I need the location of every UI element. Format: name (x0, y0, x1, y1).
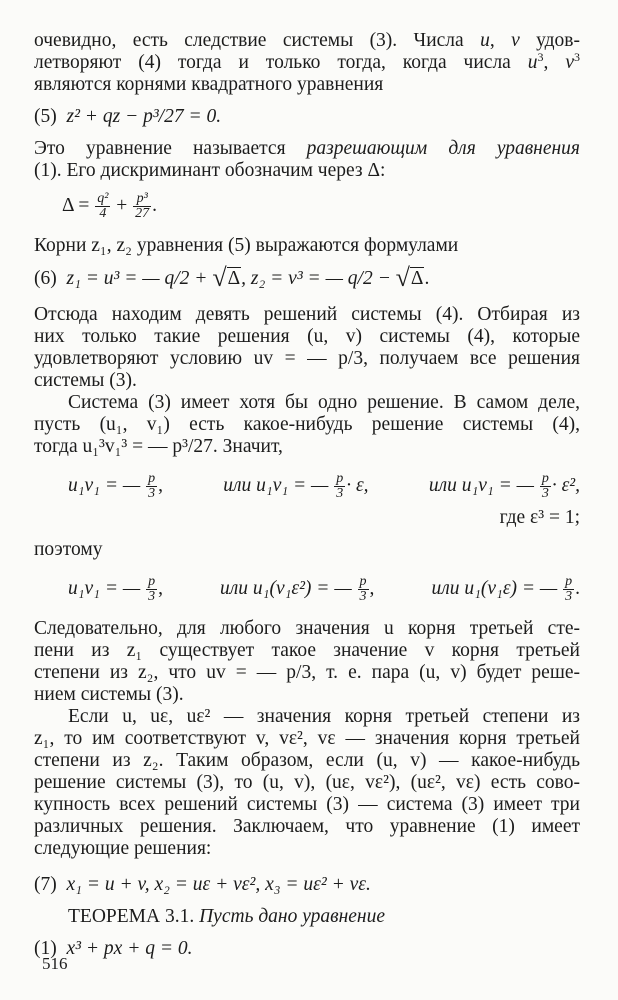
para7-line4: решение системы (3), то (u, v), (uε, vε²), (uε², vε) есть сово- (34, 772, 580, 793)
para6-line1: Следовательно, для любого значения u корня третьей сте- (34, 618, 580, 639)
square-root-1: √Δ (212, 263, 241, 292)
discriminant-equation: Δ = $\frac{\text{q²}}{4}$ + $\frac{\text{p³}}{27}$ . (62, 191, 158, 221)
para7-line1: Если u, uε, uε² — значения корня третьей степени из (68, 706, 580, 727)
equation-6: (6) z₁ = u³ = — q/2 + √Δ, z₂ = v³ = — q/2 − √Δ. (34, 263, 430, 292)
para1-line2: летворяют (4) тогда и только тогда, когда числа $u^3$, $v^3$ (34, 50, 580, 73)
para1-line3: являются корнями квадратного уравнения (34, 74, 384, 95)
para7-line2: z₁, то им соответствуют v, vε², vε — значения корня третьей (34, 728, 580, 749)
therefore-line: поэтому (34, 539, 103, 560)
para6-line3: степени из z₂, что uv = — p/3, т. е. пара (u, v) будет реше- (34, 662, 580, 683)
equation-1: (1) x³ + px + q = 0. (34, 938, 193, 959)
para4-line3: удовлетворяют условию uv = — p/3, получаем все решения (34, 348, 580, 369)
para7-line5: купность всех решений системы (3) — система (3) имеет три (34, 794, 580, 815)
theorem-heading: ТЕОРЕМА 3.1. Пусть дано уравнение (68, 906, 386, 927)
square-root-2: √Δ (395, 263, 424, 292)
para1-line1: очевидно, есть следствие системы (3). Числа u, v удов- (34, 30, 580, 51)
equation-7: (7) x₁ = u + v, x₂ = uε + vε², x₃ = uε² + vε. (34, 874, 371, 895)
equation-products-b: u₁v₁ = — $\frac{p}{3}$ , или u₁(v₁ε²) = — $\frac{p}{3}$ , или u₁(v₁ε) = — $\frac{p}{3}$ . (68, 574, 580, 604)
para5-line1: Система (3) имеет хотя бы одно решение. В самом деле, (68, 392, 580, 413)
para6-line4: нием системы (3). (34, 684, 184, 705)
para4-line2: них только такие решения (u, v) системы (4), которые (34, 326, 580, 347)
para4-line1: Отсюда находим девять решений системы (4). Отбирая из (34, 304, 580, 325)
epsilon-condition: где ε³ = 1; (499, 507, 580, 528)
page-body (34, 30, 580, 960)
para7-line3: степени из z₂. Таким образом, если (u, v) — какое-нибудь (34, 750, 580, 771)
fraction-q2-4: $\frac{\text{q²}}{4}$ (97, 191, 109, 221)
para2-line2: (1). Его дискриминант обозначим через Δ: (34, 160, 386, 181)
page-number: 516 (42, 954, 68, 973)
fraction-p3-27: $\frac{\text{p³}}{27}$ (135, 191, 150, 221)
para7-line6: различных решения. Заключаем, что уравнение (1) имеет (34, 816, 580, 837)
para3: Корни z₁, z₂ уравнения (5) выражаются формулами (34, 235, 459, 256)
para4-line4: системы (3). (34, 370, 137, 391)
para5-line3: тогда u₁³v₁³ = — p³/27. Значит, (34, 436, 283, 457)
para7-line7: следующие решения: (34, 838, 212, 859)
equation-5: (5) z² + qz − p³/27 = 0. (34, 106, 222, 127)
para6-line2: пени из z₁ существует такое значение v корня третьей (34, 640, 580, 661)
equation-products-a: u₁v₁ = — $\frac{p}{3}$ , или u₁v₁ = — $\frac{p}{3}$ · ε, или u₁v₁ = — $\frac{p}{3}$ · ε², (68, 471, 580, 501)
para2-line1: Это уравнение называется разрешающим для уравнения (34, 138, 580, 159)
para5-line2: пусть (u₁, v₁) есть какое-нибудь решение системы (4), (34, 414, 580, 435)
